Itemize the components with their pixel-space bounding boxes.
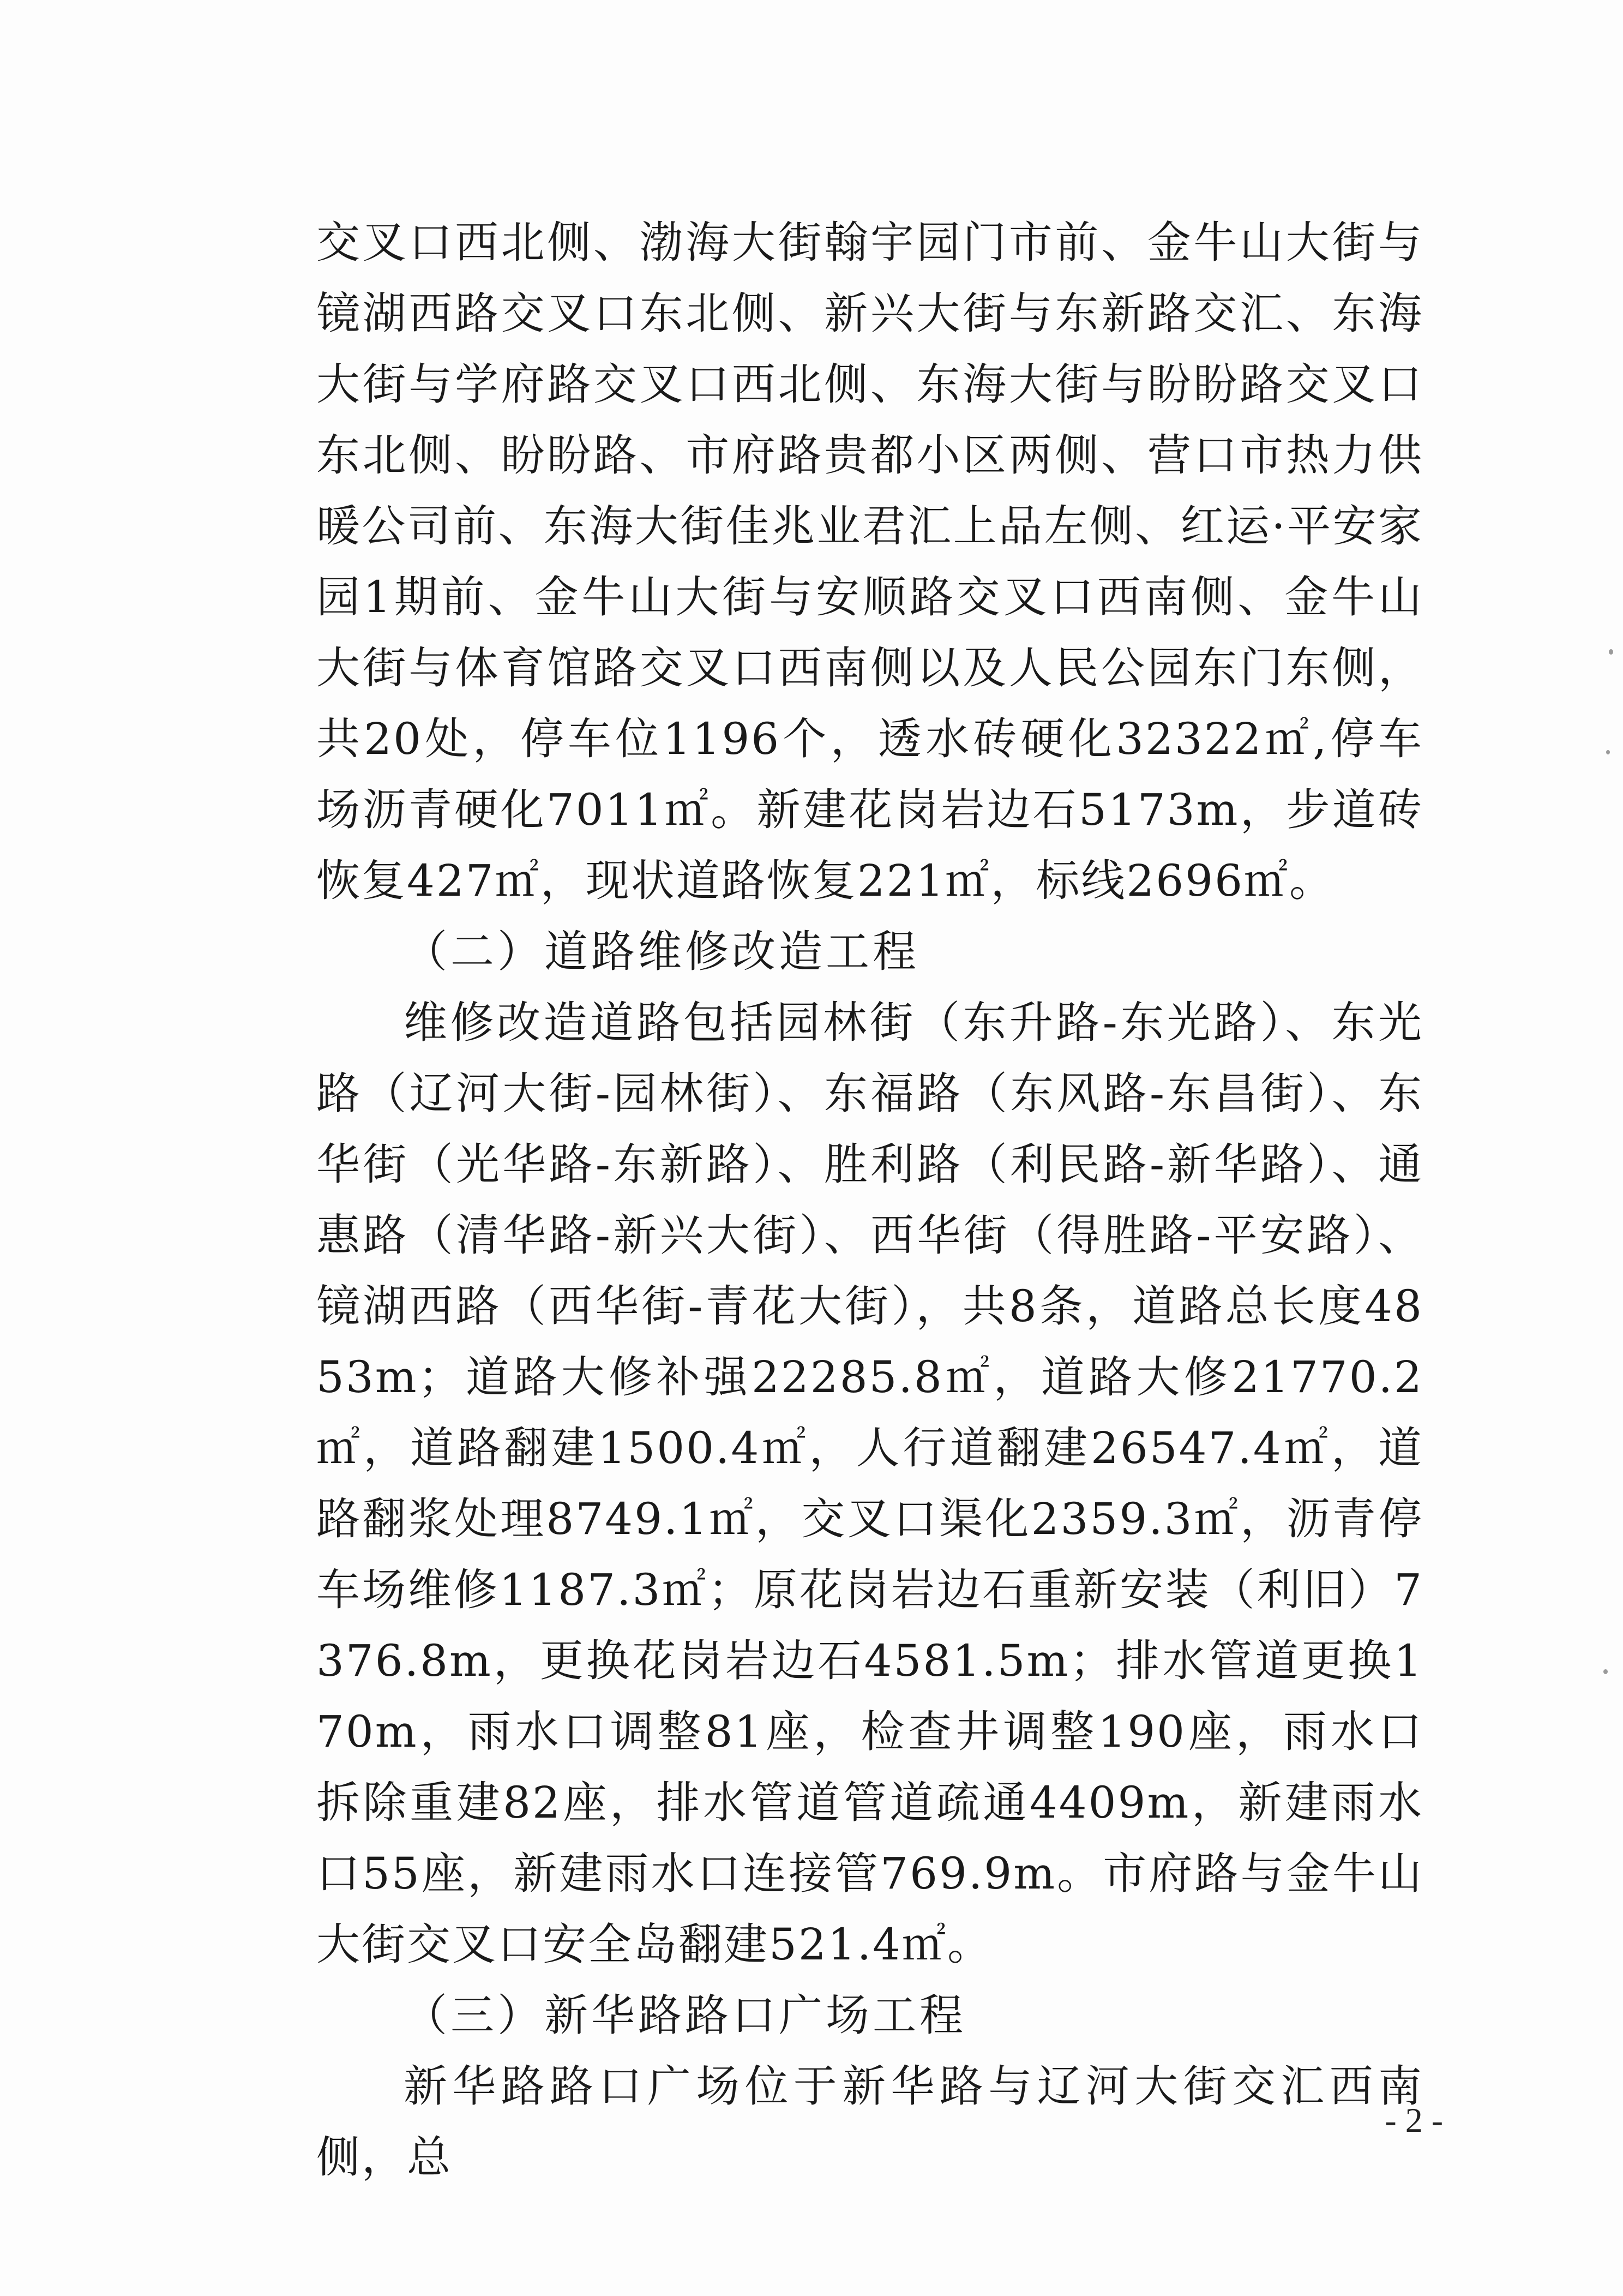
page-number: - 2 - [1385, 2101, 1443, 2139]
section-heading-xinhua-plaza: （三）新华路路口广场工程 [404, 1990, 966, 2041]
paragraph-parking-lots: 交叉口西北侧、渤海大街翰宇园门市前、金牛山大街与镜湖西路交叉口东北侧、新兴大街与东新路交汇、东海大街与学府路交叉口西北侧、东海大街与盼盼路交叉口东北侧、盼盼路、市府路贵都小区两侧、营口市热力供暖公司前、东海大街佳兆业君汇上品左侧、红运·平安家园1期前、金牛山大街与安顺路交叉口西南侧、金牛山大街与体育馆路交叉口西南侧以及人民公园东门东侧，共20处，停车位1196个，透水砖硬化32322㎡,停车场沥青硬化7011㎡。新建花岗岩边石5173m，步道砖恢复427㎡，现状道路恢复221㎡，标线2696㎡。 [316, 217, 1423, 906]
document-body [316, 207, 1423, 2193]
scan-speck-mark [1609, 649, 1613, 655]
paragraph-road-repair: 维修改造道路包括园林街（东升路-东光路）、东光路（辽河大街-园林街）、东福路（东风路-东昌街）、东华街（光华路-东新路）、胜利路（利民路-新华路）、通惠路（清华路-新兴大街）、西华街（得胜路-平安路）、镜湖西路（西华街-青花大街），共8条，道路总长度4853m；道路大修补强22285.8㎡，道路大修21770.2㎡，道路翻建1500.4㎡，人行道翻建26547.4㎡，道路翻浆处理8749.1㎡，交叉口渠化2359.3㎡，沥青停车场维修1187.3㎡；原花岗岩边石重新安装（利旧）7376.8m，更换花岗岩边石4581.5m；排水管道更换170m，雨水口调整81座，检查井调整190座，雨水口拆除重建82座，排水管道管道疏通4409m，新建雨水口55座，新建雨水口连接管769.9m。市府路与金牛山大街交叉口安全岛翻建521.4㎡。 [316, 997, 1423, 1970]
section-heading-road-repair: （二）道路维修改造工程 [404, 926, 919, 977]
scan-speck-mark [1603, 1669, 1608, 1674]
paragraph-xinhua-plaza: 新华路路口广场位于新华路与辽河大街交汇西南侧，总 [316, 2061, 1423, 2183]
scan-speck-mark [1606, 750, 1610, 754]
